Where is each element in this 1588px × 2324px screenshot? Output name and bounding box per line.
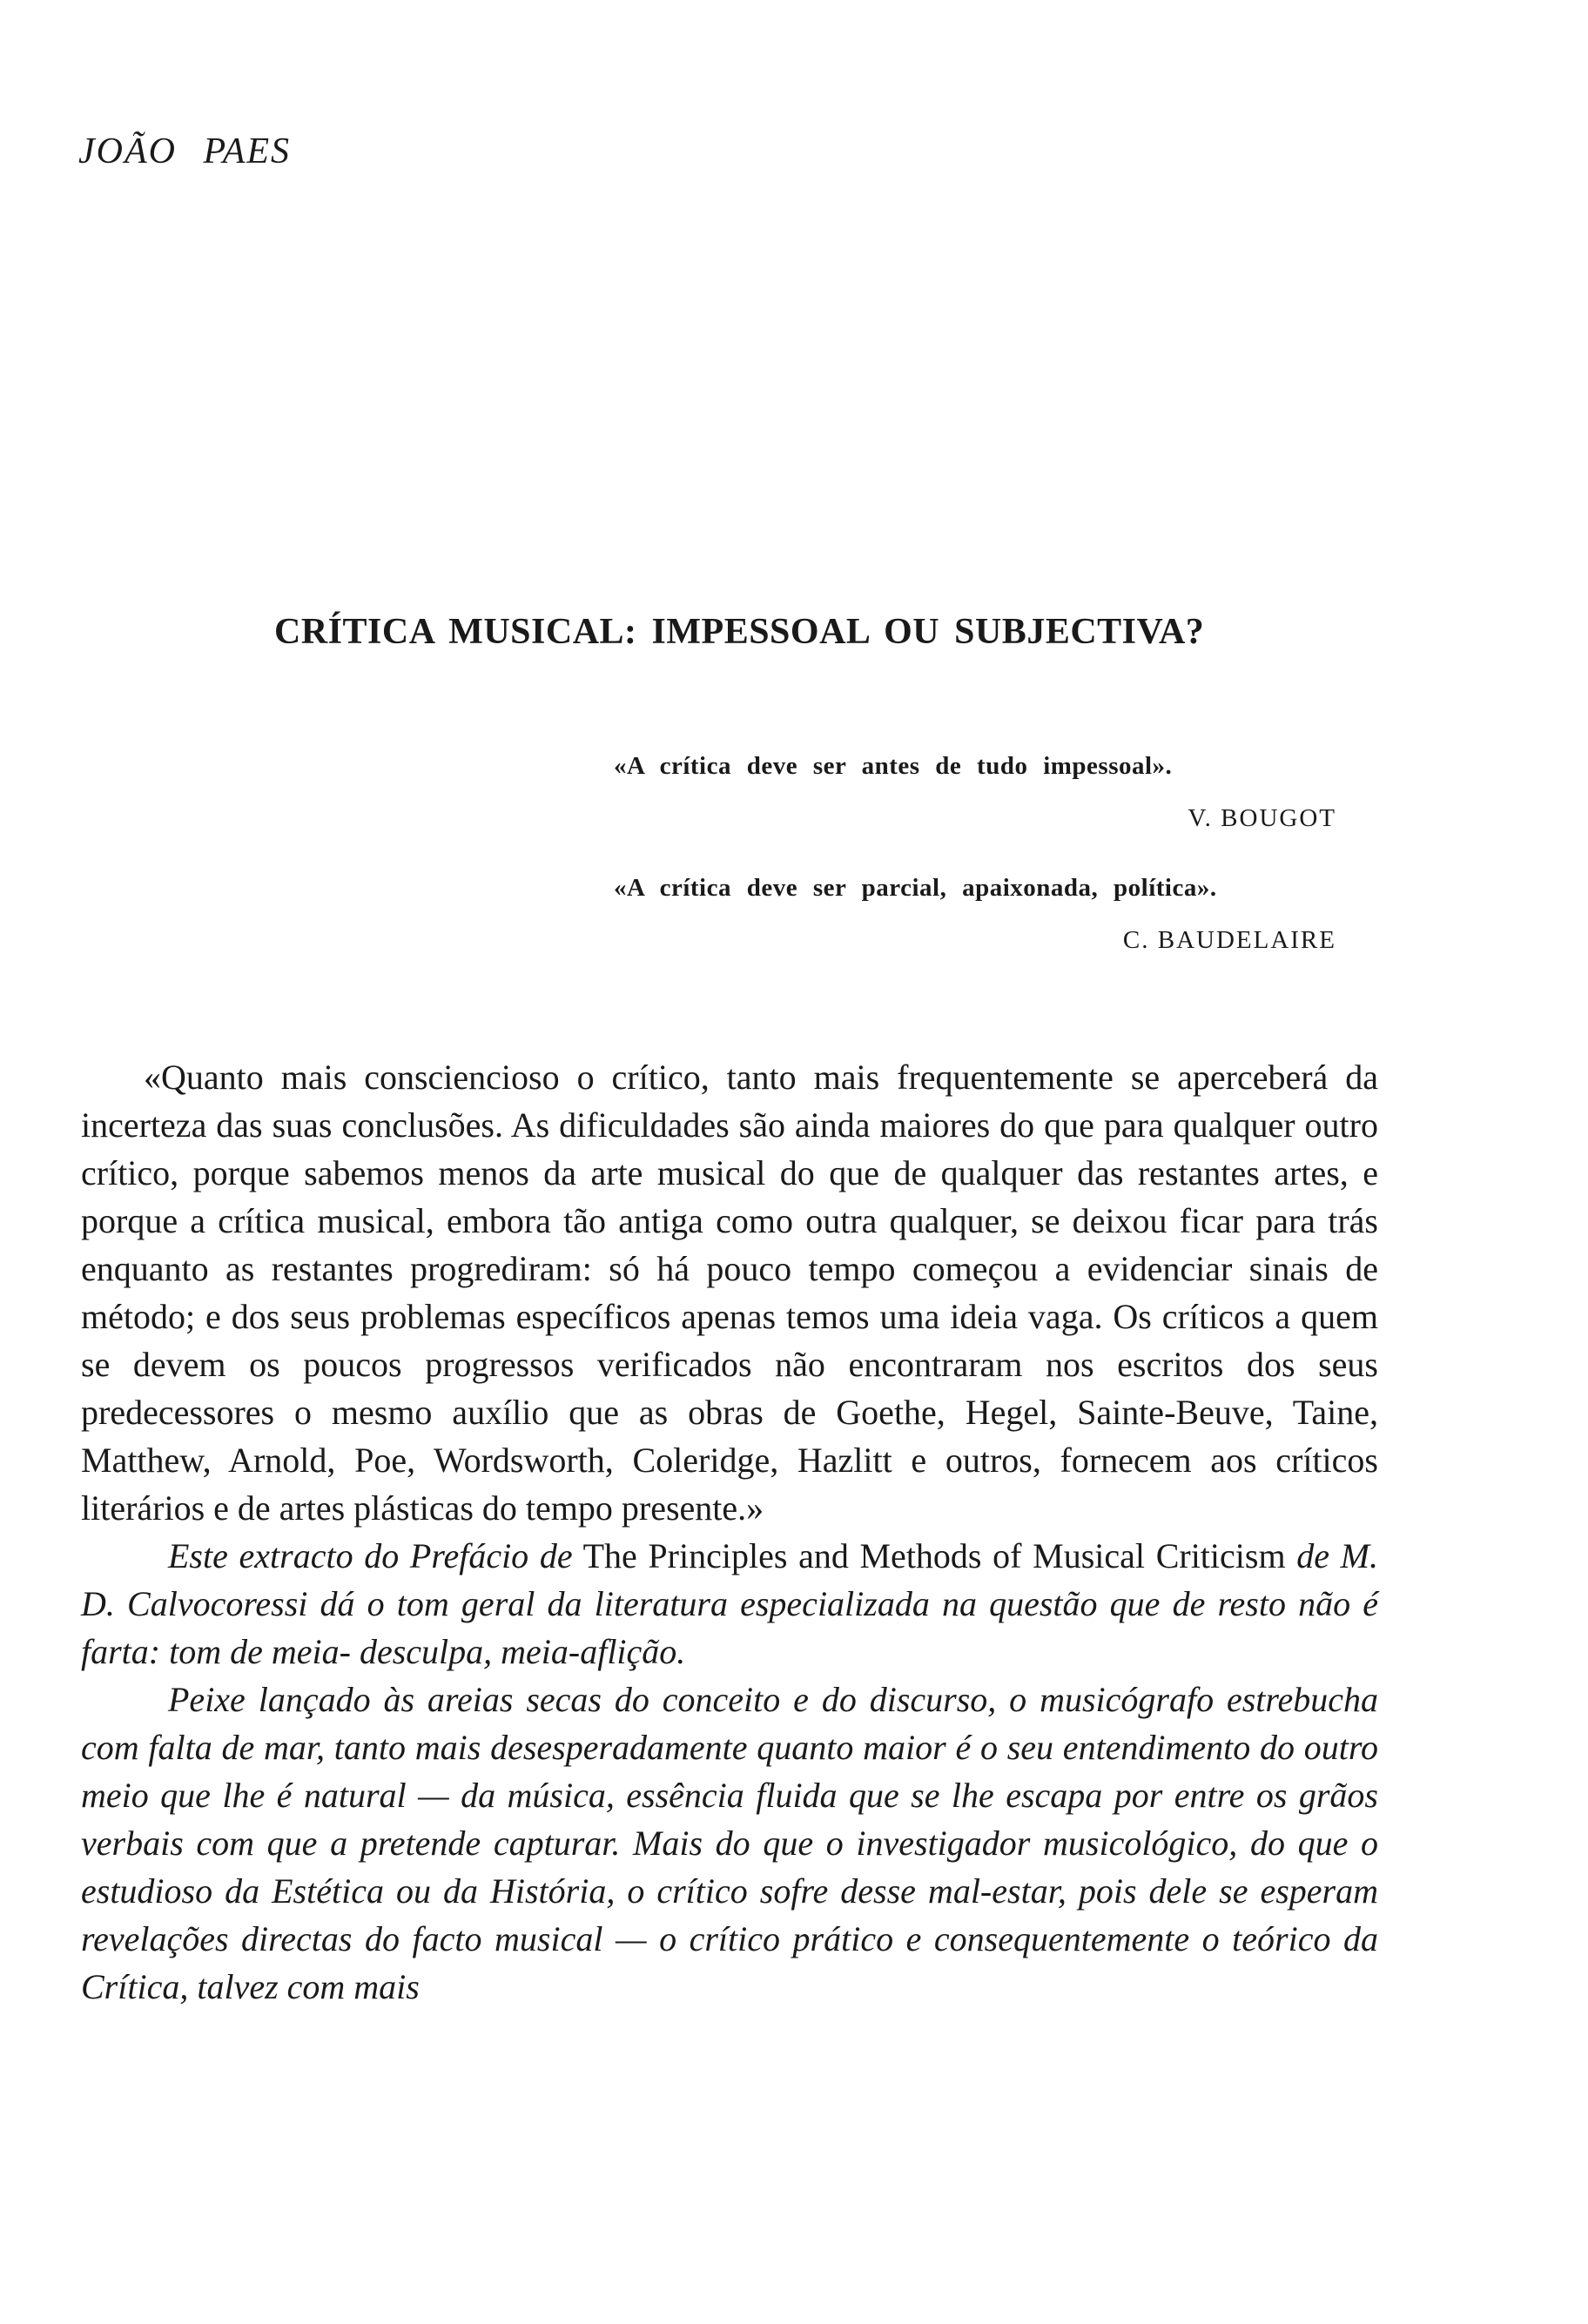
paragraph-text: de M. D. Calvocoressi dá o tom geral da literatura especializada na questão que de resto não é farta: tom de meia- desculpa, meia-aflição. xyxy=(81,1536,1378,1671)
epigraph-author: C. BAUDELAIRE xyxy=(1122,926,1336,954)
article-title: CRÍTICA MUSICAL: IMPESSOAL OU SUBJECTIVA? xyxy=(274,612,1205,652)
body-paragraph: «Quanto mais consciencioso o crítico, tanto mais frequentemente se aperceberá da incerteza das suas conclusões. As dificuldades são ainda maiores do que para qualquer outro crítico, porque sabemos menos da arte musical do que de qualquer das restantes artes, e porque a crítica musical, embora tão antiga como outra qualquer, se deixou ficar para trás enquanto as restantes progrediram: só há pouco tempo começou a evidenciar sinais de método; e dos seus problemas específicos apenas temos uma ideia vaga. Os críticos a quem se devem os poucos progressos verificados não encontraram nos escritos dos seus predecessores o mesmo auxílio que as obras de Goethe, Hegel, Sainte-Beuve, Taine, Matthew, Arnold, Poe, Wordsworth, Coleridge, Hazlitt e outros, fornecem aos críticos literários e de artes plásticas do tempo presente.» xyxy=(81,1058,1378,1528)
article-body xyxy=(81,1053,1378,2011)
epigraph-quote: «A crítica deve ser parcial, apaixonada, política». xyxy=(614,874,1217,902)
body-paragraph: Peixe lançado às areias secas do conceito e do discurso, o musicógrafo estrebucha com falta de mar, tanto mais desesperadamente quanto maior é o seu entendimento do outro meio que lhe é natural — da música, essência fluida que se lhe escapa por entre os grãos verbais com que a pretende capturar. Mais do que o investigador musicológico, do que o estudioso da Estética ou da História, o crítico sofre desse mal-estar, pois dele se esperam revelações directas do facto musical — o crítico prático e consequentemente o teórico da Crítica, talvez com mais xyxy=(81,1680,1378,2006)
epigraph-author: V. BOUGOT xyxy=(1188,804,1336,832)
paragraph-text: Este extracto do Prefácio de xyxy=(168,1536,573,1575)
body-paragraph xyxy=(81,1532,1378,1676)
cited-work-title: The Principles and Methods of Musical Criticism xyxy=(582,1536,1286,1575)
running-header-author: JOÃO PAES xyxy=(78,131,292,171)
epigraph-quote: «A crítica deve ser antes de tudo impessoal». xyxy=(614,752,1173,780)
epigraphs xyxy=(614,749,1389,957)
